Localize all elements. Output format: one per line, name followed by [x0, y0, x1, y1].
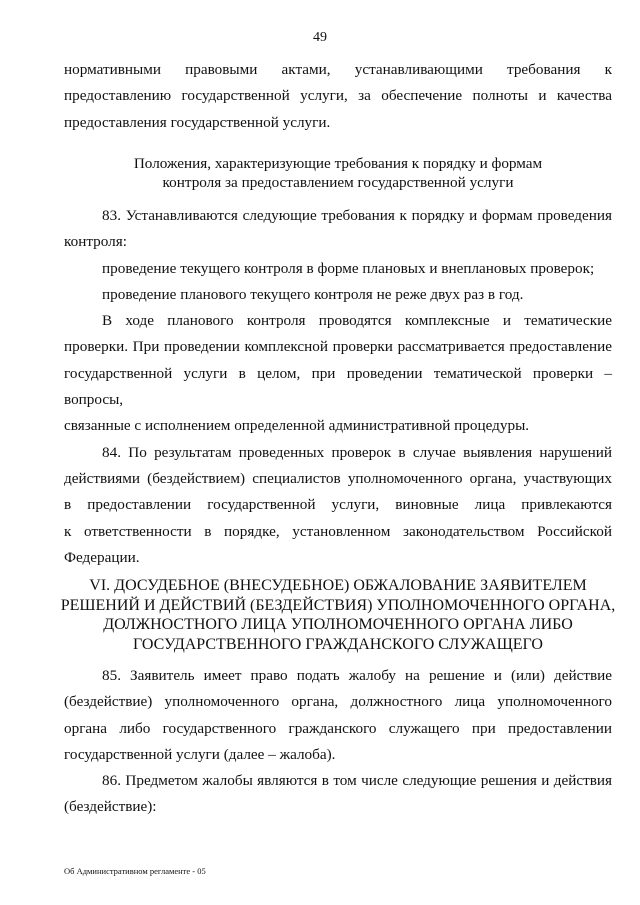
section-title	[60, 576, 616, 654]
text-line: предоставления государственной услуги.	[64, 113, 331, 131]
text-line: в предоставлении государственной услуги, виновные лица привлекаются	[64, 496, 612, 514]
text-line: (бездействие) уполномоченного органа, должностного лица уполномоченного	[64, 693, 612, 711]
section-title-line: ГОСУДАРСТВЕННОГО ГРАЖДАНСКОГО СЛУЖАЩЕГО	[133, 635, 543, 653]
page-number: 49	[313, 30, 327, 45]
paragraph-83	[64, 203, 612, 571]
text-line: связанные с исполнением определенной административной процедуры.	[64, 417, 530, 435]
text-line: В ходе планового контроля проводятся комплексные и тематические	[102, 312, 612, 330]
text-line: 83. Устанавливаются следующие требования к порядку и формам проведения	[102, 207, 612, 224]
paragraph-85	[64, 663, 612, 821]
text-line: предоставлению государственной услуги, за обеспечение полноты и качества	[64, 87, 612, 105]
text-line: 86. Предметом жалобы являются в том числе следующие решения и действия	[102, 772, 612, 790]
text-line: нормативными правовыми актами, устанавливающими требования к	[64, 61, 612, 78]
text-line: государственной услуги (далее – жалоба).	[64, 745, 336, 763]
section-title-line: РЕШЕНИЙ И ДЕЙСТВИЙ (БЕЗДЕЙСТВИЯ) УПОЛНОМОЧЕННОГО ОРГАНА,	[60, 596, 616, 614]
text-line: 85. Заявитель имеет право подать жалобу на решение и (или) действие	[102, 667, 612, 684]
heading-line: контроля за предоставлением государственной услуги	[162, 174, 514, 191]
text-line: действиями (бездействием) специалистов уполномоченного органа, участвующих	[64, 469, 612, 487]
text-line: проверки. При проведении комплексной проверки рассматривается предоставление	[64, 338, 612, 356]
text-line: контроля:	[64, 233, 127, 251]
footer-note: Об Административном регламенте - 05	[64, 866, 206, 876]
text-line: Федерации.	[64, 548, 140, 566]
text-line: к ответственности в порядке, установленном законодательством Российской	[64, 522, 612, 540]
paragraph-continuation	[64, 57, 612, 136]
text-line: органа либо государственного гражданского служащего при предоставлении	[64, 719, 612, 737]
heading-line: Положения, характеризующие требования к порядку и формам	[133, 155, 543, 172]
section-title-line: ДОЛЖНОСТНОГО ЛИЦА УПОЛНОМОЧЕННОГО ОРГАНА ЛИБО	[103, 616, 573, 633]
list-item: проведение текущего контроля в форме плановых и внеплановых проверок;	[102, 259, 595, 277]
text-line: государственной услуги в целом, при проведении тематической проверки – вопросы,	[64, 364, 612, 409]
section-title-line: VI. ДОСУДЕБНОЕ (ВНЕСУДЕБНОЕ) ОБЖАЛОВАНИЕ ЗАЯВИТЕЛЕМ	[89, 577, 587, 594]
subsection-heading	[64, 154, 612, 192]
text-line: (бездействие):	[64, 798, 157, 816]
text-line: 84. По результатам проведенных проверок в случае выявления нарушений	[102, 443, 612, 461]
list-item: проведение планового текущего контроля не реже двух раз в год.	[102, 285, 524, 303]
